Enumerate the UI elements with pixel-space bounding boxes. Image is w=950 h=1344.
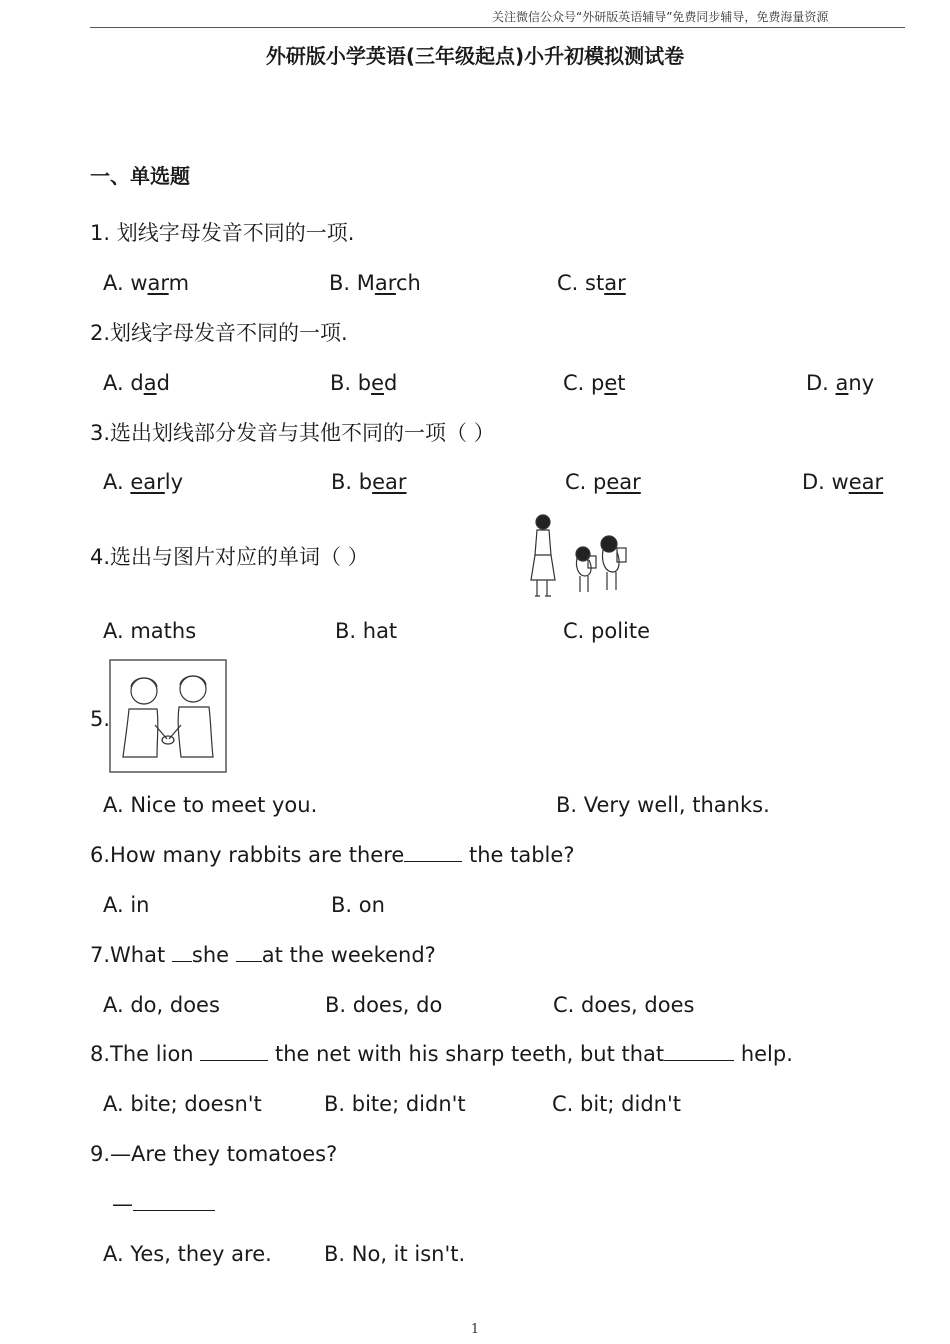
question-9: 9.—Are they tomatoes? [90,1142,338,1166]
q7-option-b: B. does, do [325,993,443,1017]
q4-option-b: B. hat [335,619,398,643]
question-4: 4.选出与图片对应的单词（ ） [90,545,369,569]
q1-option-b: B. March [329,271,421,295]
q3-option-b: B. bear [331,470,407,494]
q9-reply: — [112,1190,215,1218]
q1-option-a: A. warm [103,271,190,295]
answer-blank [200,1040,268,1061]
q5-option-a: A. Nice to meet you. [103,793,318,817]
q3-option-c: C. pear [565,470,641,494]
question-6: 6.How many rabbits are there the table? [90,843,575,867]
q4-option-c: C. polite [563,619,651,643]
q3-option-a: A. early [103,470,184,494]
q7-option-a: A. do, does [103,993,220,1017]
question-8: 8.The lion the net with his sharp teeth, but that help. [90,1042,793,1066]
question-1: 1. 划线字母发音不同的一项. [90,221,355,245]
q5-option-b: B. Very well, thanks. [556,793,770,817]
header-note: 关注微信公众号“外研版英语辅导”免费同步辅导，免费海量资源 [492,10,829,24]
q9-option-a: A. Yes, they are. [103,1242,272,1266]
q2-option-c: C. pet [563,371,626,395]
question-3: 3.选出划线部分发音与其他不同的一项（ ） [90,421,495,445]
answer-blank [236,941,262,962]
question-5: 5. [90,707,111,731]
q6-option-a: A. in [103,893,150,917]
answer-blank [664,1040,734,1061]
page-title: 外研版小学英语(三年级起点)小升初模拟测试卷 [265,44,685,68]
answer-blank [133,1190,215,1211]
q7-option-c: C. does, does [553,993,695,1017]
q2-option-b: B. bed [330,371,398,395]
q8-option-a: A. bite; doesn't [103,1092,262,1116]
page-number: 1 [470,1322,480,1337]
q6-option-b: B. on [331,893,385,917]
q3-option-d: D. wear [802,470,884,494]
teacher-students-bowing-image [525,510,640,602]
q8-option-c: C. bit; didn't [552,1092,681,1116]
header-rule [90,27,905,28]
q1-option-c: C. star [557,271,626,295]
q4-option-a: A. maths [103,619,197,643]
q9-option-b: B. No, it isn't. [324,1242,466,1266]
handshake-image [109,659,227,773]
q2-option-a: A. dad [103,371,170,395]
answer-blank [404,841,462,862]
question-2: 2.划线字母发音不同的一项. [90,321,348,345]
section-heading: 一、单选题 [90,164,190,188]
q2-option-d: D. any [806,371,875,395]
question-7: 7.What she at the weekend? [90,943,436,967]
answer-blank [172,941,192,962]
q8-option-b: B. bite; didn't [324,1092,466,1116]
